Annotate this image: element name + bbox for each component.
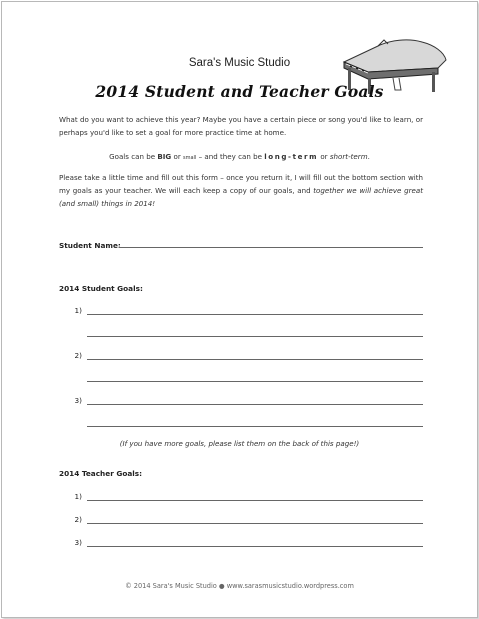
student-goal-number-1: 1): [74, 306, 82, 315]
teacher-goal-2-line[interactable]: [87, 523, 423, 524]
long-term-word: long-term: [264, 152, 319, 161]
teacher-goal-number-3: 3): [74, 538, 82, 547]
student-goal-number-2: 2): [74, 351, 82, 360]
more-goals-note: (If you have more goals, please list them on the back of this page!): [119, 439, 360, 448]
goals-text-4: or: [318, 152, 330, 161]
goals-text-3: – and they can be: [196, 152, 265, 161]
small-word: small: [183, 155, 197, 161]
goals-text-2: or: [171, 152, 183, 161]
footer-copyright: © 2014 Sara's Music Studio ● www.sarasmusicstudio.wordpress.com: [125, 582, 354, 590]
teacher-goal-number-1: 1): [74, 492, 82, 501]
student-goal-number-3: 3): [74, 396, 82, 405]
instructions-paragraph: [59, 171, 423, 210]
instructions-text: Please take a little time and fill out this form – once you return it, I will fill out the bottom section with my goals as your teacher. We will each keep a copy of our goals, and: [59, 173, 423, 195]
teacher-goal-1-line[interactable]: [87, 500, 423, 501]
student-name-label: Student Name:: [59, 241, 121, 250]
student-name-field[interactable]: [119, 247, 423, 248]
goals-text-1: Goals can be: [109, 152, 158, 161]
student-goal-1-line-1[interactable]: [87, 314, 423, 315]
instructions-italic: together we will achieve great (and small) things in 2014!: [59, 186, 423, 208]
student-goal-3-line-2[interactable]: [87, 426, 423, 427]
page-title: 2014 Student and Teacher Goals: [95, 82, 384, 101]
studio-name: Sara's Music Studio: [188, 57, 291, 69]
teacher-goals-label: 2014 Teacher Goals:: [59, 469, 143, 478]
teacher-goal-3-line[interactable]: [87, 546, 423, 547]
teacher-goal-number-2: 2): [74, 515, 82, 524]
goals-text-5: .: [367, 152, 370, 161]
big-word: BIG: [157, 152, 172, 161]
worksheet-page: [1, 1, 478, 618]
student-goal-2-line-2[interactable]: [87, 381, 423, 382]
goals-size-line: [2, 152, 477, 161]
student-goal-3-line-1[interactable]: [87, 404, 423, 405]
student-goal-2-line-1[interactable]: [87, 359, 423, 360]
student-goals-label: 2014 Student Goals:: [59, 284, 143, 293]
short-term-word: short-term: [329, 152, 368, 161]
intro-text: What do you want to achieve this year? Maybe you have a certain piece or song you'd like to learn, or perhaps you'd like to set a goal for more practice time at home.: [59, 115, 423, 137]
student-goal-1-line-2[interactable]: [87, 336, 423, 337]
intro-paragraph: [59, 113, 423, 139]
